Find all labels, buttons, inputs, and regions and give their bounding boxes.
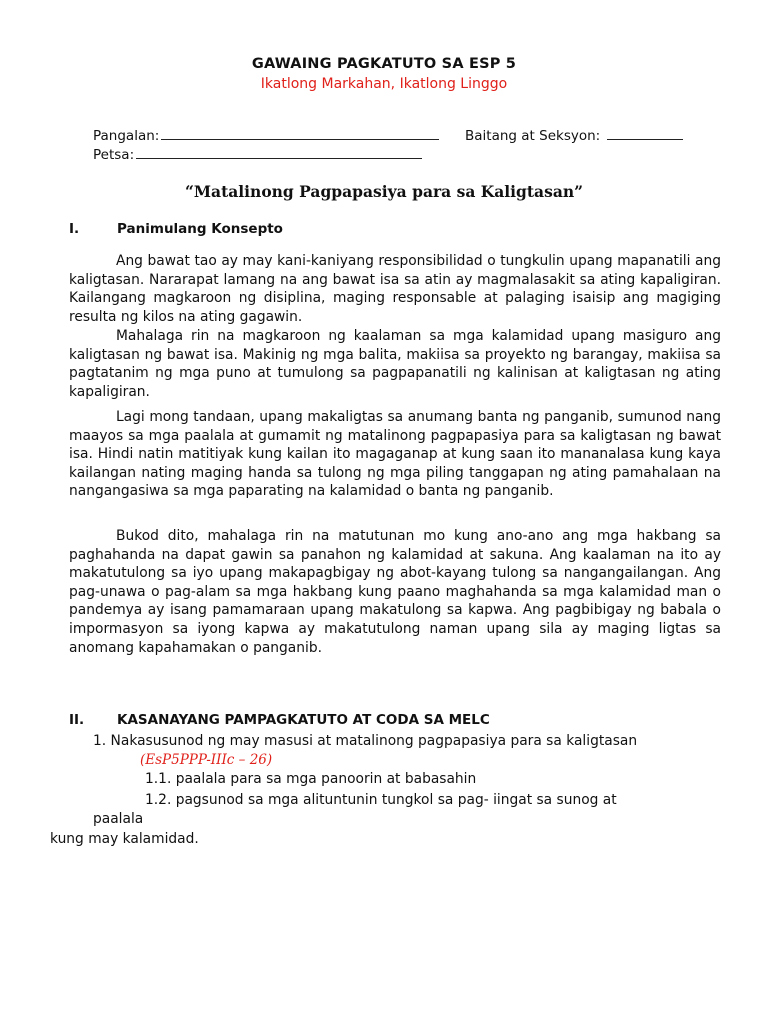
grade-section-label: Baitang at Seksyon: (465, 128, 601, 144)
worksheet-subtitle: Ikatlong Markahan, Ikatlong Linggo (260, 76, 508, 92)
section2-title: KASANAYANG PAMPAGKATUTO AT CODA SA MELC (117, 712, 490, 728)
date-label: Petsa: (93, 147, 135, 163)
intro-paragraph-2: Mahalaga rin na magkaroon ng kaalaman sa mga kalamidad upang masiguro ang kaligtasan ng bawat isa. Makinig ng mga balita, makiisa sa proyekto ng barangay, makiisa sa pagtatanim ng mga puno at tumulong sa pagpapanatili ng kalinisan at kaligtasan ng ating kapaligiran. (69, 328, 721, 400)
competency-sub-1: 1.1. paalala para sa mga panoorin at babasahin (145, 771, 477, 787)
intro-paragraph-1: Ang bawat tao ay may kani-kaniyang responsibilidad o tungkulin upang mapanatili ang kaligtasan. Nararapat lamang na ang bawat isa sa atin ay magmalasakit sa ating kapaligiran. Kailangang magkaroon ng disiplina, maging responsable at palaging isaisip ang magiging resulta ng kilos na ating gagawin. (69, 253, 721, 325)
section1-title: Panimulang Konsepto (117, 221, 283, 237)
section1-number: I. (69, 221, 80, 237)
worksheet-title: GAWAING PAGKATUTO SA ESP 5 (251, 56, 517, 72)
melc-code: (EsP5PPP-IIIc – 26) (140, 752, 273, 768)
section2-number: II. (69, 712, 85, 728)
name-blank-line (161, 138, 439, 140)
competency-sub-2-continued: paalala (93, 811, 144, 827)
grade-section-field (465, 128, 683, 144)
date-blank-line (136, 157, 422, 159)
name-label: Pangalan: (93, 128, 160, 144)
competency-sub-2-ending: kung may kalamidad. (50, 831, 199, 847)
date-field (93, 147, 422, 163)
intro-paragraph-4: Bukod dito, mahalaga rin na matutunan mo kung ano-ano ang mga hakbang sa paghahanda na dapat gawin sa panahon ng kalamidad at sakuna. Ang kaalaman na ito ay makatutulong sa iyo upang makapagbigay ng abot-kayang tulong sa nangangailangan. Ang pag-unawa o pag-alam sa mga hakbang kung paano maghahanda sa mga kalamidad man o pandemya ay isang pamamaraan upang makatulong sa kapwa. Ang pagbibigay ng babala o impormasyon sa iyong kapwa ay makatutulong naman upang sila ay maging ligtas sa anomang kapahamakan o panganib. (69, 528, 721, 656)
grade-section-blank-line (607, 138, 683, 140)
lesson-title: “Matalinong Pagpapasiya para sa Kaligtasan” (184, 182, 584, 201)
competency-item-1: 1. Nakasusunod ng may masusi at matalinong pagpapasiya para sa kaligtasan (93, 733, 638, 749)
name-field (93, 128, 439, 144)
competency-sub-2: 1.2. pagsunod sa mga alituntunin tungkol sa pag- iingat sa sunog at (145, 792, 617, 808)
intro-paragraph-3: Lagi mong tandaan, upang makaligtas sa anumang banta ng panganib, sumunod nang maayos sa mga paalala at gumamit ng matalinong pagpapasiya para sa kaligtasan ng bawat isa. Hindi natin matitiyak kung kailan ito magaganap at kung saan ito mananalasa kung kaya kailangan nating maging handa sa tulong ng mga piling tanggapan ng ating pamahalaan na nangangasiwa sa mga paparating na kalamidad o banta ng panganib. (69, 409, 721, 500)
